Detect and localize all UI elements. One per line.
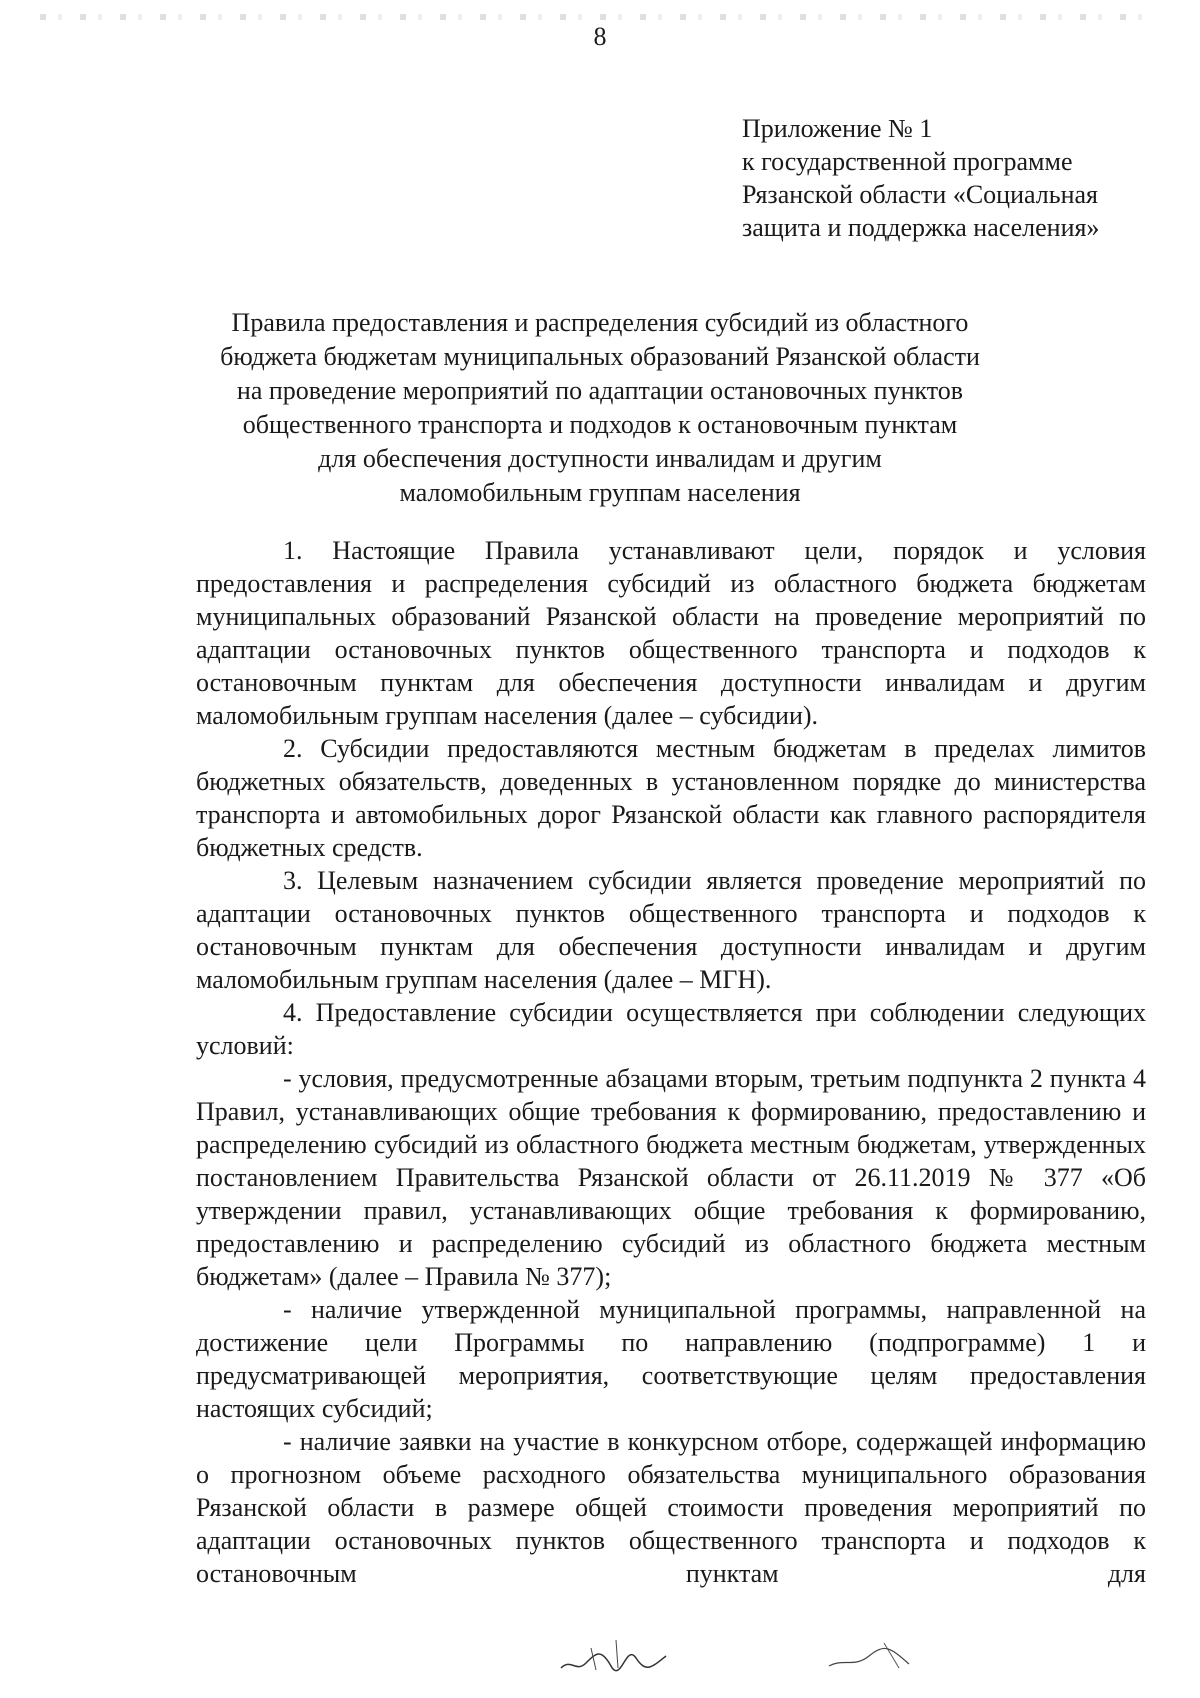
signature-mark (824, 1628, 914, 1678)
title-line: общественного транспорта и подходов к остановочным пунктам (242, 410, 958, 439)
scan-edge-noise (40, 14, 1160, 20)
annex-line: защита и поддержка населения» (742, 213, 1100, 242)
paragraph-2: 2. Субсидии предоставляются местным бюджетам в пределах лимитов бюджетных обязательств, доведенных в установленном порядке до министерства транспорта и автомобильных дорог Рязанской области как главного распорядителя бюджетных средств. (196, 734, 1146, 862)
paragraph-3: 3. Целевым назначением субсидии является проведение мероприятий по адаптации остановочных пунктов общественного транспорта и подходов к остановочным пунктам для обеспечения доступности инвалидам и другим маломобильным группам населения (далее – МГН). (196, 866, 1146, 994)
annex-line: к государственной программе (742, 147, 1073, 176)
signature-mark (556, 1628, 676, 1678)
title-line: маломобильным группам населения (399, 478, 801, 507)
condition-item: - наличие утвержденной муниципальной программы, направленной на достижение цели Программы по направлению (подпрограмме) 1 и предусматривающей мероприятия, соответствующие целям предоставления настоящих субсидий; (196, 1295, 1146, 1423)
annex-line: Рязанской области «Социальная (742, 180, 1099, 209)
annex-header (742, 112, 1162, 244)
annex-line: Приложение № 1 (742, 114, 933, 143)
document-title (0, 306, 1200, 510)
page-number: 8 (593, 22, 607, 51)
title-line: Правила предоставления и распределения субсидий из областного (231, 308, 969, 337)
condition-item: - наличие заявки на участие в конкурсном отборе, содержащей информацию о прогнозном объеме расходного обязательства муниципального образования Рязанской области в размере общей стоимости проведения мероприятий по адаптации остановочных пунктов общественного транспорта и подходов к остановочным пунктам для (196, 1427, 1146, 1588)
title-line: на проведение мероприятий по адаптации остановочных пунктов (236, 376, 964, 405)
paragraph-4: 4. Предоставление субсидии осуществляется при соблюдении следующих условий: (196, 998, 1146, 1060)
condition-item: - условия, предусмотренные абзацами вторым, третьим подпункта 2 пункта 4 Правил, устанавливающих общие требования к формированию, предоставлению и распределению субсидий из областного бюджета местным бюджетам, утвержденных постановлением Правительства Рязанской области от 26.11.2019 № 377 «Об утверждении правил, устанавливающих общие требования к формированию, предоставлению и распределению субсидий из областного бюджета местным бюджетам» (далее – Правила № 377); (196, 1064, 1146, 1291)
title-line: бюджета бюджетам муниципальных образований Рязанской области (220, 342, 980, 371)
title-line: для обеспечения доступности инвалидам и другим (318, 444, 882, 473)
paragraph-1: 1. Настоящие Правила устанавливают цели, порядок и условия предоставления и распределения субсидий из областного бюджета бюджетам муниципальных образований Рязанской области на проведение мероприятий по адаптации остановочных пунктов общественного транспорта и подходов к остановочным пунктам для обеспечения доступности инвалидам и другим маломобильным группам населения (далее – субсидии). (196, 536, 1146, 730)
document-body (196, 534, 1146, 1590)
